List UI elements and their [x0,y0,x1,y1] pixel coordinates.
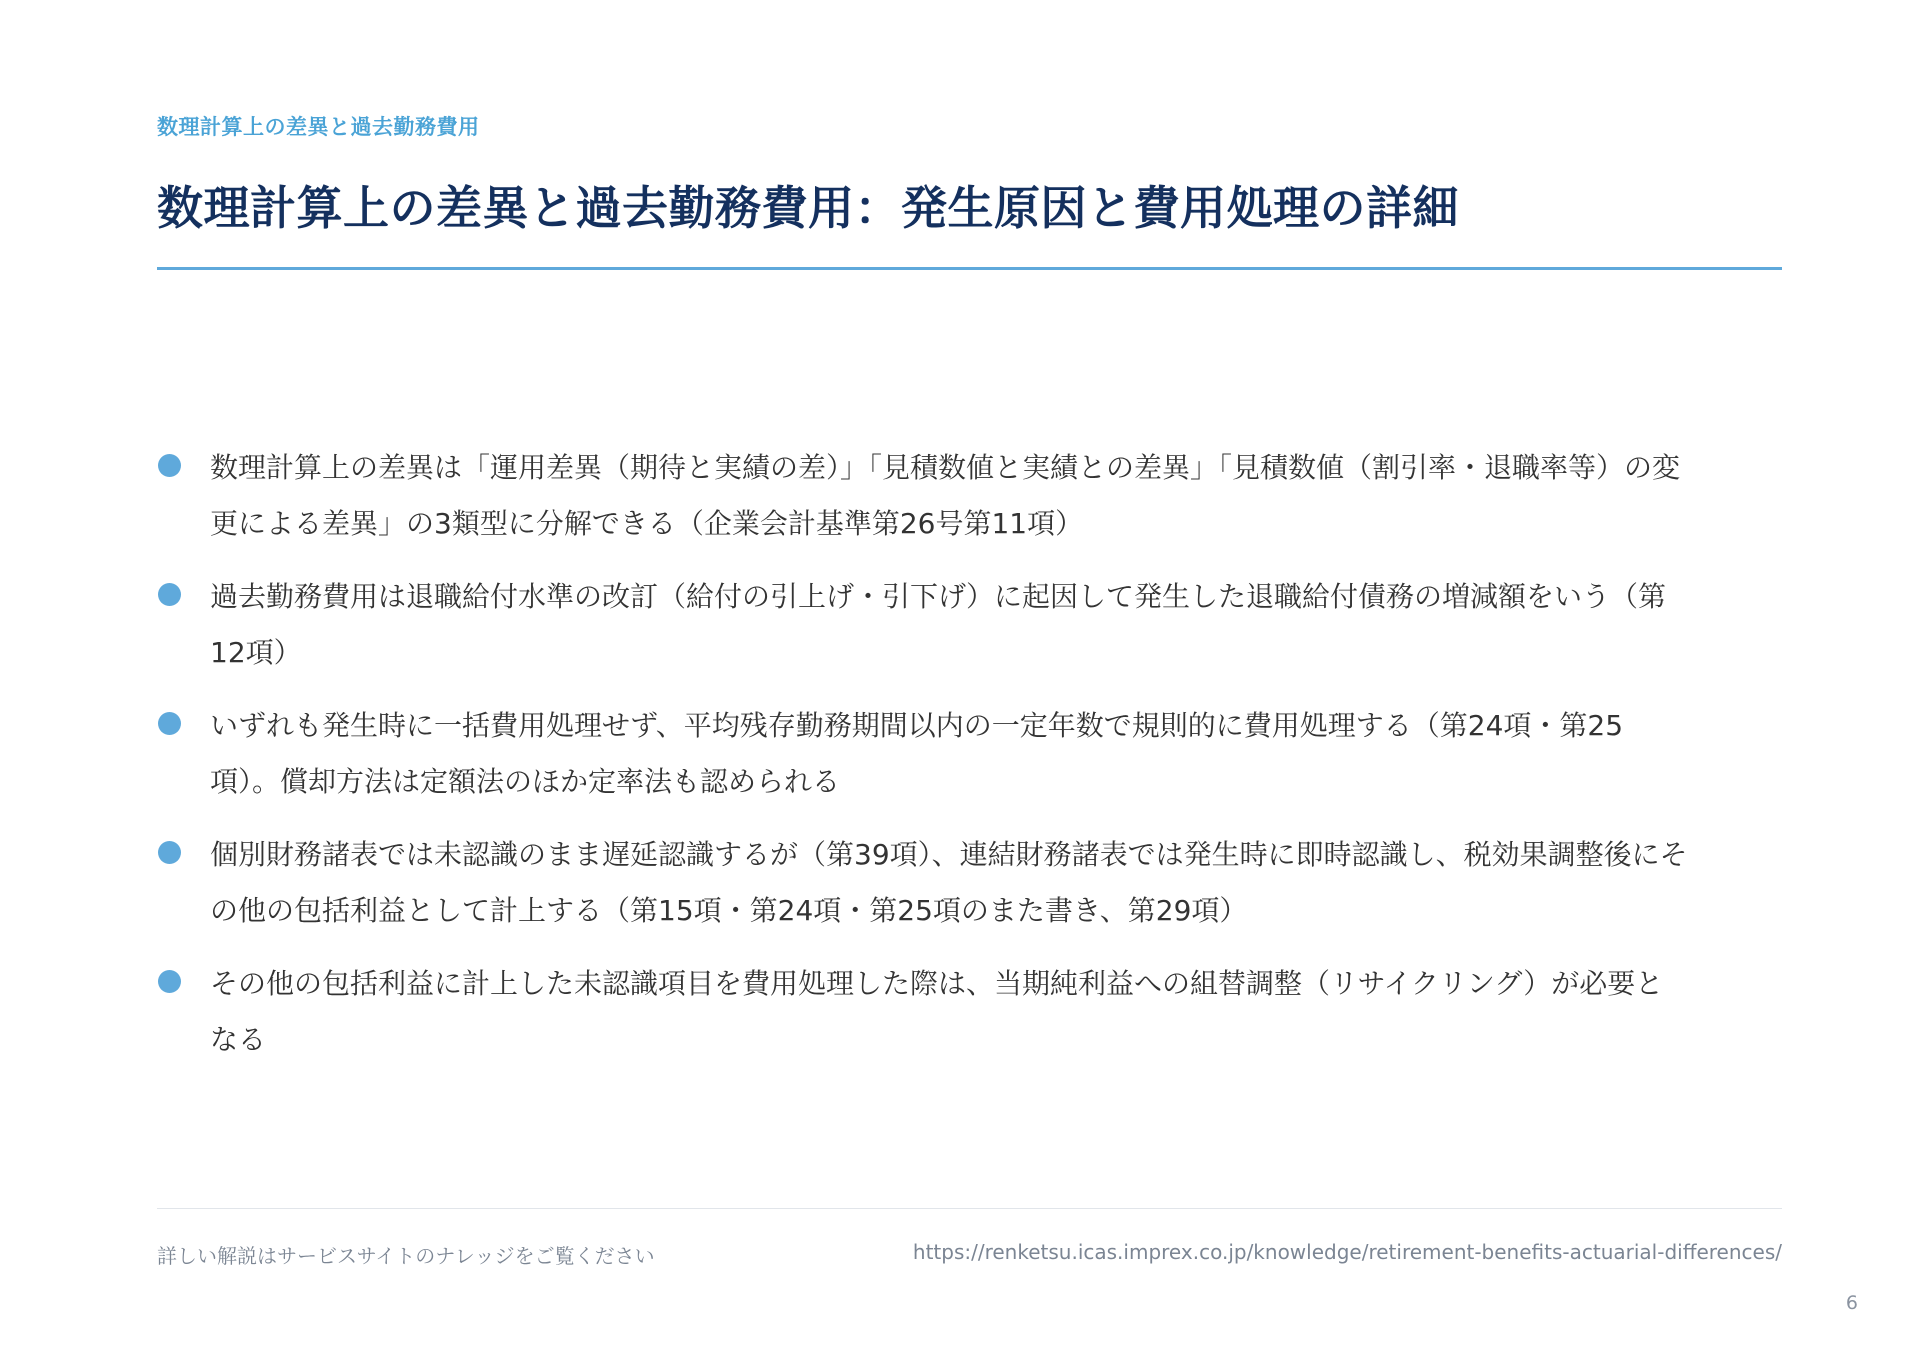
footer-note: 詳しい解説はサービスサイトのナレッジをご覧ください [157,1244,655,1268]
title-divider [157,267,1782,270]
section-eyebrow: 数理計算上の差異と過去勤務費用 [157,115,480,139]
bullet-item-4 [157,827,1717,939]
bullet-dot-icon [158,454,181,477]
bullet-text: 過去勤務費用は退職給付水準の改訂（給付の引上げ・引下げ）に起因して発生した退職給付債務の増減額をいう（第12項） [210,580,1667,669]
bullet-text: その他の包括利益に計上した未認識項目を費用処理した際は、当期純利益への組替調整（リサイクリング）が必要となる [210,967,1664,1056]
bullet-dot-icon [158,970,181,993]
footer-url-link[interactable]: https://renketsu.icas.imprex.co.jp/knowledge/retirement-benefits-actuarial-differences/ [912,1240,1782,1264]
bullet-dot-icon [158,841,181,864]
bullet-list [157,440,1717,1085]
footer-divider [157,1208,1782,1209]
bullet-dot-icon [158,583,181,606]
page-number: 6 [1845,1292,1858,1314]
bullet-dot-icon [158,712,181,735]
page-title: 数理計算上の差異と過去勤務費用：発生原因と費用処理の詳細 [157,181,1459,235]
bullet-text: 数理計算上の差異は「運用差異（期待と実績の差）」「見積数値と実績との差異」「見積数値（割引率・退職率等）の変更による差異」の3類型に分解できる（企業会計基準第26号第11項） [210,451,1681,540]
bullet-item-5 [157,956,1717,1068]
bullet-text: 個別財務諸表では未認識のまま遅延認識するが（第39項）、連結財務諸表では発生時に即時認識し、税効果調整後にその他の包括利益として計上する（第15項・第24項・第25項のまた書き、第29項） [210,838,1688,927]
bullet-item-1 [157,440,1717,552]
bullet-item-2 [157,569,1717,681]
bullet-item-3 [157,698,1717,810]
bullet-text: いずれも発生時に一括費用処理せず、平均残存勤務期間以内の一定年数で規則的に費用処理する（第24項・第25項）。償却方法は定額法のほか定率法も認められる [210,709,1624,798]
